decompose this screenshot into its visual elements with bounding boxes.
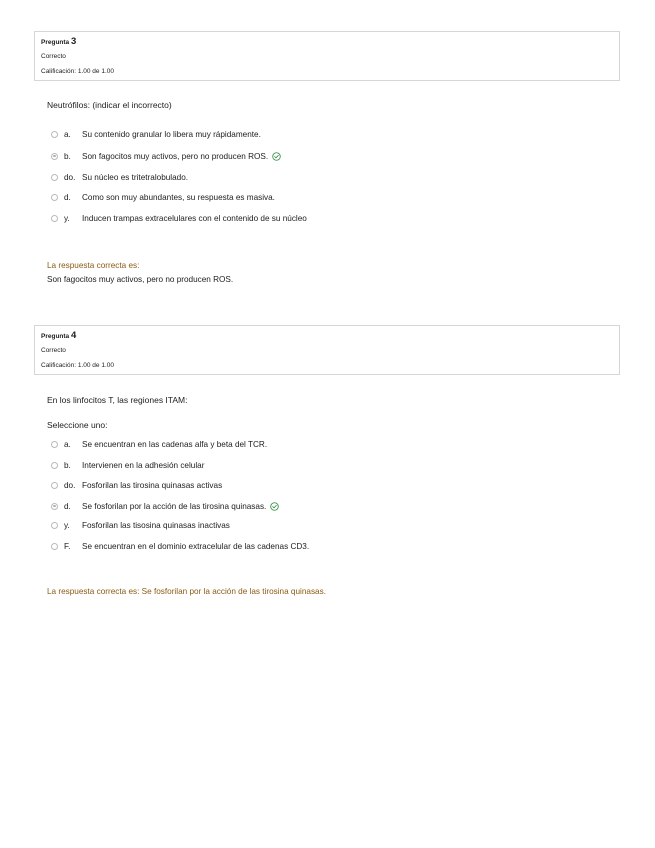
question-label: Pregunta <box>41 39 70 46</box>
radio-button[interactable] <box>51 174 58 181</box>
q4-option-d[interactable] <box>51 499 279 513</box>
option-text: Inducen trampas extracelulares con el contenido de su núcleo <box>82 213 307 223</box>
q4-option-b[interactable] <box>51 458 204 472</box>
q3-option-a[interactable] <box>51 127 261 141</box>
question-4-number <box>41 330 76 341</box>
question-state: Correcto <box>41 347 66 354</box>
check-circle-icon <box>272 152 281 161</box>
question-4-text: En los linfocitos T, las regiones ITAM: <box>47 395 188 405</box>
question-grade: Calificación: 1.00 de 1.00 <box>41 68 114 75</box>
question-3-info <box>34 31 620 81</box>
option-letter: F. <box>64 541 71 551</box>
radio-button[interactable] <box>51 131 58 138</box>
radio-button[interactable] <box>51 462 58 469</box>
option-letter: a. <box>64 129 71 139</box>
radio-button-selected[interactable] <box>51 503 58 510</box>
option-text: Son fagocitos muy activos, pero no producen ROS. <box>82 151 269 161</box>
option-text: Su contenido granular lo libera muy rápidamente. <box>82 129 261 139</box>
option-text: Intervienen en la adhesión celular <box>82 460 205 470</box>
q3-feedback-label: La respuesta correcta es: <box>47 261 140 270</box>
q4-option-c[interactable] <box>51 478 222 492</box>
option-text: Su núcleo es tritetralobulado. <box>82 172 189 182</box>
radio-button[interactable] <box>51 215 58 222</box>
option-letter: do. <box>64 172 76 182</box>
question-number: 4 <box>70 330 77 341</box>
question-number: 3 <box>70 36 77 47</box>
option-text: Fosforilan las tirosina quinasas activas <box>82 480 223 490</box>
check-circle-icon <box>270 502 279 511</box>
option-text: Fosforilan las tisosina quinasas inactivas <box>82 520 230 530</box>
option-text: Como son muy abundantes, su respuesta es masiva. <box>82 192 275 202</box>
option-letter: do. <box>64 480 76 490</box>
q3-option-c[interactable] <box>51 170 188 184</box>
q3-option-d[interactable] <box>51 190 275 204</box>
option-letter: d. <box>64 501 71 511</box>
option-text: Se encuentran en las cadenas alfa y beta del TCR. <box>82 439 268 449</box>
radio-button[interactable] <box>51 194 58 201</box>
radio-button[interactable] <box>51 543 58 550</box>
option-letter: a. <box>64 439 71 449</box>
radio-button-selected[interactable] <box>51 153 58 160</box>
option-letter: b. <box>64 151 71 161</box>
question-grade: Calificación: 1.00 de 1.00 <box>41 362 114 369</box>
q3-option-e[interactable] <box>51 211 307 225</box>
radio-button[interactable] <box>51 441 58 448</box>
question-4-info <box>34 325 620 375</box>
radio-button[interactable] <box>51 482 58 489</box>
q3-feedback-answer: Son fagocitos muy activos, pero no producen ROS. <box>47 275 234 284</box>
option-text: Se encuentran en el dominio extracelular de las cadenas CD3. <box>82 541 310 551</box>
option-letter: y. <box>64 213 70 223</box>
question-label: Pregunta <box>41 333 70 340</box>
option-text: Se fosforilan por la acción de las tirosina quinasas. <box>82 501 267 511</box>
option-letter: b. <box>64 460 71 470</box>
radio-button[interactable] <box>51 522 58 529</box>
option-letter: d. <box>64 192 71 202</box>
q4-feedback: La respuesta correcta es: Se fosforilan por la acción de las tirosina quinasas. <box>47 587 326 596</box>
question-3-text: Neutrófilos: (indicar el incorrecto) <box>47 100 172 110</box>
option-letter: y. <box>64 520 70 530</box>
q4-option-f[interactable] <box>51 539 309 553</box>
question-4-prompt: Seleccione uno: <box>47 420 108 430</box>
question-state: Correcto <box>41 53 66 60</box>
q4-option-e[interactable] <box>51 518 230 532</box>
q4-option-a[interactable] <box>51 437 267 451</box>
q3-option-b[interactable] <box>51 149 281 163</box>
question-3-number <box>41 36 76 47</box>
